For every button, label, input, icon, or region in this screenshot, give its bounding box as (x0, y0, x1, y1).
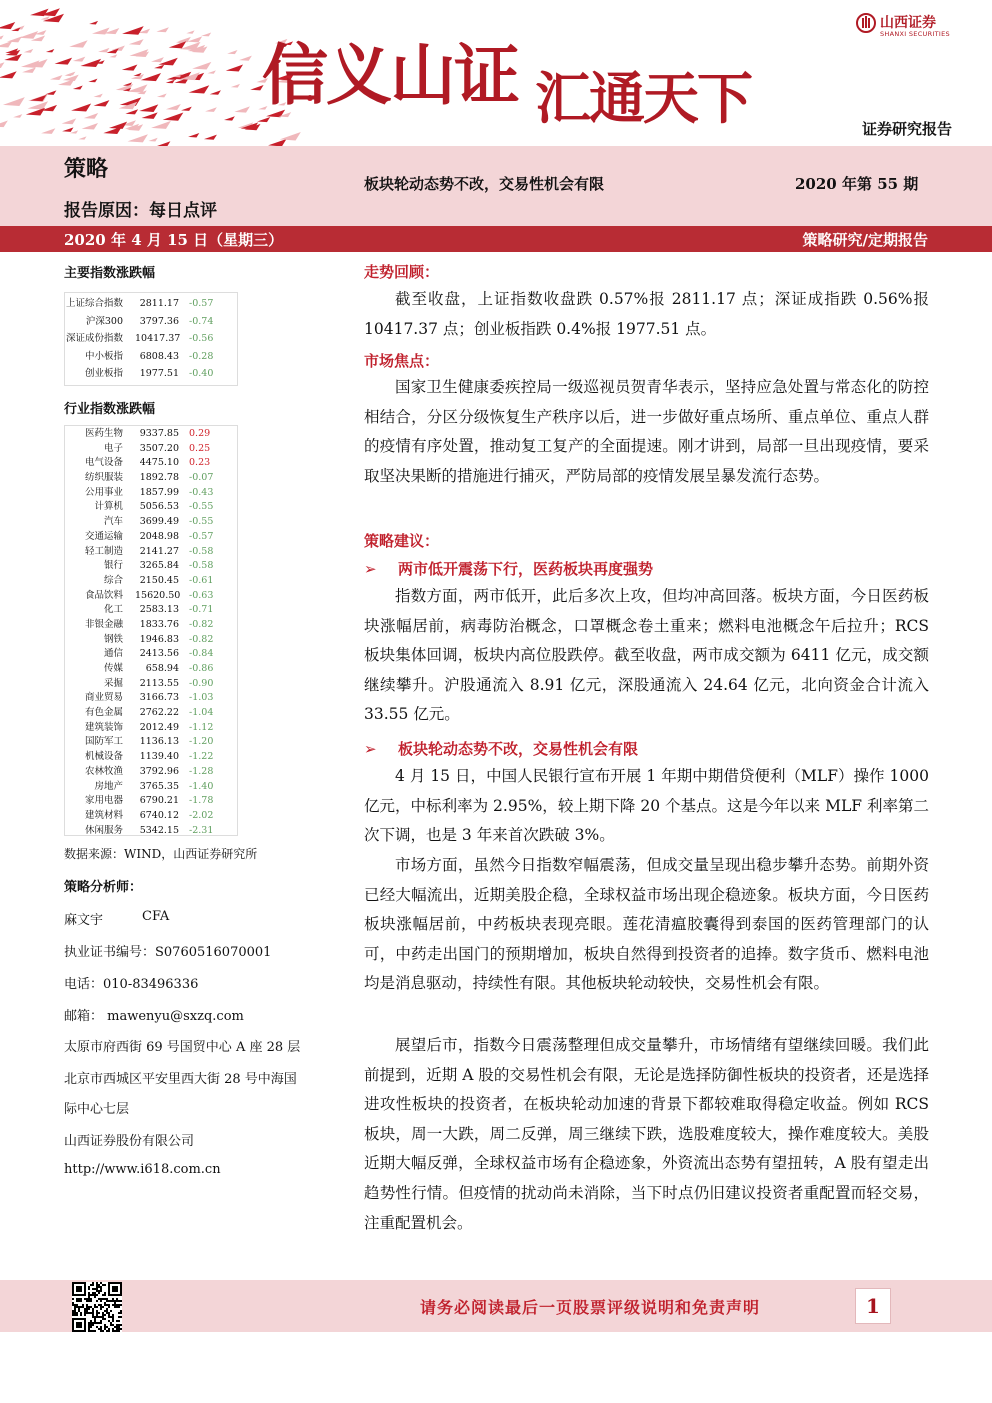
license-number: 执业证书编号：S0760516070001 (64, 945, 272, 960)
row-name: 交通运输 (84, 530, 123, 542)
arrow-decoration (0, 120, 8, 127)
arrow-decoration (0, 35, 4, 39)
arrow-decoration (142, 112, 158, 118)
slogan-right: 汇通天下 (535, 66, 751, 132)
row-value: 6740.12 (139, 809, 179, 821)
arrow-decoration (80, 59, 101, 67)
arrow-decoration (3, 97, 25, 106)
arrow-decoration (129, 39, 144, 45)
row-change: -0.56 (189, 333, 214, 345)
row-value: 1857.99 (139, 486, 179, 498)
arrow-decoration (50, 75, 62, 80)
arrow-decoration (73, 86, 83, 90)
row-name: 有色金属 (84, 707, 123, 719)
index-table-heading: 主要指数涨跌幅 (64, 266, 156, 281)
arrow-decoration (73, 57, 85, 62)
arrow-decoration (210, 90, 221, 94)
row-name: 医药生物 (84, 428, 123, 439)
industry-change-table (64, 425, 238, 836)
focus-heading: 市场焦点： (364, 352, 440, 370)
row-change: -2.31 (189, 824, 214, 836)
row-change: -2.02 (189, 809, 214, 821)
disclaimer-notice: 请务必阅读最后一页股票评级说明和免责声明 (420, 1298, 761, 1317)
row-name: 传媒 (103, 663, 123, 674)
arrow-decoration (205, 107, 217, 112)
row-change: -0.74 (189, 315, 214, 327)
arrow-decoration (64, 73, 73, 77)
row-change: -1.22 (189, 751, 214, 763)
arrow-decoration (116, 84, 133, 91)
row-name: 房地产 (94, 780, 123, 792)
bullet-market-trend (364, 558, 653, 579)
table-row (65, 313, 237, 331)
arrow-decoration (201, 32, 211, 36)
table-row (65, 515, 237, 530)
row-value: 5342.15 (139, 824, 179, 836)
arrow-decoration (71, 104, 91, 112)
arrow-decoration (88, 79, 97, 83)
row-change: -1.78 (189, 795, 214, 807)
row-value: 2413.56 (139, 648, 179, 660)
table-row (65, 589, 237, 604)
bullet-sector-rotation (364, 738, 638, 759)
index-change-table (64, 292, 238, 386)
table-row (65, 500, 237, 515)
row-change: -0.55 (189, 501, 214, 513)
row-change: -0.07 (189, 472, 214, 484)
company-name: 山西证券股份有限公司 (64, 1134, 195, 1149)
row-value: 2012.49 (139, 721, 179, 733)
address-beijing-line1: 北京市西城区平安里西大街 28 号中海国 (64, 1072, 297, 1087)
data-source: 数据来源：WIND，山西证券研究所 (64, 847, 258, 861)
arrow-decoration (24, 49, 33, 53)
arrow-decoration (148, 138, 157, 142)
arrow-decoration (187, 36, 202, 42)
table-row (65, 618, 237, 633)
row-name: 轻工制造 (84, 545, 123, 557)
arrow-decoration (151, 57, 164, 62)
row-value: 1136.13 (139, 736, 179, 748)
table-row (65, 633, 237, 648)
row-change: -0.71 (189, 604, 214, 616)
arrow-decoration (22, 67, 36, 73)
row-name: 公用事业 (84, 486, 123, 498)
row-change: -0.82 (189, 633, 214, 645)
row-name: 化工 (103, 604, 123, 616)
row-value: 2113.55 (139, 677, 179, 689)
arrow-decoration (163, 112, 184, 120)
row-value: 1139.40 (139, 751, 179, 763)
company-logo-icon (856, 12, 876, 34)
row-value: 3166.73 (139, 692, 179, 704)
table-row (65, 471, 237, 486)
table-row (65, 691, 237, 706)
row-value: 2141.27 (139, 545, 179, 557)
arrow-decoration (227, 50, 237, 54)
row-name: 商业贸易 (84, 692, 123, 704)
row-change: -1.04 (189, 707, 214, 719)
row-name: 建筑装饰 (84, 721, 123, 733)
row-change: -0.90 (189, 677, 214, 689)
company-url-link[interactable]: http://www.i618.com.cn (64, 1162, 221, 1177)
arrow-decoration (226, 65, 243, 72)
row-value: 3792.96 (139, 765, 179, 777)
table-row (65, 295, 237, 313)
arrow-decoration (109, 54, 117, 57)
row-change: -0.82 (189, 618, 214, 630)
row-name: 电气设备 (84, 457, 123, 469)
report-reason: 报告原因：每日点评 (64, 201, 217, 221)
arrow-decoration (166, 80, 175, 84)
row-name: 综合 (103, 574, 123, 586)
row-value: 1946.83 (139, 633, 179, 645)
row-name: 休闲服务 (84, 824, 123, 836)
arrow-decoration (0, 71, 17, 78)
report-kind: 证券研究报告 (862, 120, 953, 138)
row-name: 创业板指 (84, 368, 123, 380)
row-name: 食品饮料 (84, 589, 123, 601)
arrow-decoration (111, 45, 124, 50)
report-title: 板块轮动态势不改，交易性机会有限 (364, 175, 605, 193)
table-row (65, 574, 237, 589)
arrow-decoration (189, 85, 210, 93)
table-row (65, 765, 237, 780)
table-row (65, 809, 237, 824)
company-logo-subtitle: SHANXI SECURITIES (880, 30, 950, 38)
row-name: 通信 (103, 648, 123, 660)
row-change: -0.57 (189, 530, 214, 542)
arrow-decoration (11, 27, 20, 31)
report-date: 2020 年 4 月 15 日（星期三） (64, 231, 284, 249)
row-name: 农林牧渔 (84, 765, 123, 777)
row-value: 10417.37 (135, 333, 181, 345)
analyst-name: 麻文宇 (64, 913, 104, 928)
arrow-decoration (204, 135, 217, 140)
arrow-decoration (94, 94, 103, 98)
table-row (65, 330, 237, 348)
row-change: -0.58 (189, 560, 214, 572)
arrow-decoration (55, 58, 73, 65)
row-name: 钢铁 (103, 633, 123, 645)
arrow-decoration (154, 65, 164, 69)
market-trend-paragraph: 指数方面，两市低开，此后多次上攻，但均冲高回落。板块方面，今日医药板块涨幅居前，病毒防治概念，口罩概念卷土重来；燃料电池概念午后拉升；RCS 板块集体回调，板块内高位股跌停。截至收盘，两市成交额为 6411 亿元，成交额继续攀升。沪股通流入 8.91 亿元，深股通流入 24.64 亿元，北向资金合计流入 33.55 亿元。 (364, 587, 929, 724)
address-beijing-line2: 际中心七层 (64, 1102, 130, 1117)
table-row (65, 780, 237, 795)
arrow-decoration (280, 132, 301, 140)
row-value: 2150.45 (139, 574, 179, 586)
table-row (65, 647, 237, 662)
address-taiyuan: 太原市府西街 69 号国贸中心 A 座 28 层 (64, 1040, 301, 1055)
qr-code-icon (72, 1282, 122, 1332)
row-name: 上证综合指数 (65, 298, 123, 309)
arrow-decoration (128, 134, 148, 142)
table-row (65, 442, 237, 457)
arrow-decoration (98, 48, 109, 53)
row-name: 沪深300 (85, 315, 123, 327)
arrow-decoration (82, 123, 98, 130)
arrow-decoration (89, 21, 98, 25)
outlook-paragraph: 展望后市，指数今日震荡整理但成交量攀升，市场情绪有望继续回暖。我们此前提到，近期 A 股的交易性机会有限，无论是选择防御性板块的投资者，还是选择进攻性板块的投资者，在板块轮动加速的背景下都较难取得稳定收益。例如 RCS 板块，周一大跌，周二反弹，周三继续下跌，选股难度较大，操作难度较大。美股近期大幅反弹，全球权益市场有企稳迹象，外资流出态势有望扭转，A 股有望走出趋势性行情。但疫情的扰动尚未消除，当下时点仍旧建议投资者重配置而轻交易，注重配置机会。 (364, 1036, 929, 1232)
row-name: 家用电器 (84, 795, 123, 807)
row-value: 1977.51 (139, 368, 179, 380)
arrow-decoration (13, 114, 22, 118)
arrow-decoration (78, 136, 86, 139)
table-row (65, 677, 237, 692)
row-value: 2048.98 (139, 530, 179, 542)
row-change: -0.55 (189, 516, 214, 528)
mlf-paragraph: 4 月 15 日，中国人民银行宣布开展 1 年期中期借贷便利（MLF）操作 1000 亿元，中标利率为 2.95%，较上期下降 20 个基点。这是今年以来 MLF 利率第二次下调，也是 3 年来首次跌破 3%。 (364, 767, 929, 845)
row-value: 5056.53 (139, 501, 179, 513)
page-number: 1 (855, 1288, 891, 1324)
advice-heading: 策略建议： (364, 532, 440, 550)
row-name: 电子 (103, 442, 123, 454)
arrow-decoration (46, 49, 54, 52)
table-row (65, 721, 237, 736)
table-row (65, 545, 237, 560)
phone: 电话：010-83496336 (64, 977, 199, 992)
table-row (65, 603, 237, 618)
row-value: 6808.43 (139, 350, 179, 362)
row-name: 汽车 (103, 516, 123, 528)
row-value: 658.94 (145, 663, 179, 674)
arrow-decoration (84, 113, 98, 119)
row-change: -0.43 (189, 486, 214, 498)
analyst-cert: CFA (142, 909, 170, 924)
market-paragraph: 市场方面，虽然今日指数窄幅震荡，但成交量呈现出稳步攀升态势。前期外资已经大幅流出，近期美股企稳，全球权益市场出现企稳迹象。板块方面，今日医药板块涨幅居前，中药板块表现亮眼。莲花清瘟胶囊得到泰国的医药管理部门的认可，中药走出国门的预期增加，板块自然得到投资者的追捧。数字货币、燃料电池均是消息驱动，持续性有限。其他板块轮动较快，交易性机会有限。 (364, 856, 929, 993)
arrow-decoration (125, 109, 138, 114)
arrow-decoration (41, 128, 55, 134)
row-value: 2762.22 (139, 707, 179, 719)
arrow-decoration (69, 40, 87, 47)
row-change: -0.63 (189, 589, 214, 601)
row-change: -0.57 (189, 298, 214, 309)
table-row (65, 824, 237, 839)
report-topic: 策略 (64, 157, 109, 182)
arrow-decoration (166, 104, 181, 110)
arrow-decoration (188, 133, 199, 137)
row-value: 3797.36 (139, 315, 179, 327)
row-value: 15620.50 (135, 589, 181, 601)
table-row (65, 530, 237, 545)
arrow-decoration (234, 106, 250, 112)
review-paragraph: 截至收盘，上证指数收盘跌 0.57%报 2811.17 点；深证成指跌 0.56%报 10417.37 点；创业板指跌 0.4%报 1977.51 点。 (364, 290, 929, 338)
table-row (65, 750, 237, 765)
analyst-heading: 策略分析师： (64, 880, 143, 895)
arrow-decoration (156, 27, 169, 32)
row-change: -0.84 (189, 648, 214, 660)
arrow-decoration (62, 127, 73, 132)
table-row (65, 559, 237, 574)
arrow-decoration (122, 26, 144, 35)
row-value: 3507.20 (139, 442, 179, 454)
row-name: 非银金融 (84, 618, 123, 630)
industry-table-heading: 行业指数涨跌幅 (64, 402, 156, 417)
row-name: 采掘 (103, 677, 123, 689)
slogan-left: 信义山证 (262, 36, 518, 114)
arrow-decoration (139, 104, 158, 112)
row-value: 3765.35 (139, 780, 179, 792)
email[interactable]: 邮箱： mawenyu@sxzq.com (64, 1009, 244, 1024)
arrow-decoration (257, 117, 270, 122)
table-row (65, 662, 237, 677)
row-change: 0.23 (189, 457, 211, 469)
arrow-decoration (181, 107, 192, 111)
bullet-market-trend-text: 两市低开震荡下行，医药板块再度强势 (398, 560, 654, 578)
row-name: 建筑材料 (84, 809, 123, 821)
row-name: 计算机 (94, 501, 123, 513)
row-change: -1.12 (189, 721, 214, 733)
arrow-decoration (0, 62, 4, 68)
row-value: 1892.78 (139, 472, 179, 484)
table-row (65, 706, 237, 721)
bullet-arrow-icon: ➢ (364, 740, 377, 758)
arrow-decoration (192, 62, 211, 70)
row-name: 中小板指 (84, 350, 123, 362)
table-row (65, 794, 237, 809)
row-name: 纺织服装 (84, 472, 123, 484)
bullet-arrow-icon: ➢ (364, 560, 377, 578)
row-change: -0.61 (189, 574, 214, 586)
row-change: -0.28 (189, 350, 214, 362)
arrow-decoration (231, 84, 240, 88)
table-row (65, 365, 237, 383)
arrow-decoration (7, 36, 22, 42)
arrow-decoration (0, 22, 15, 29)
row-change: -0.40 (189, 368, 214, 380)
table-row (65, 348, 237, 366)
row-name: 国防军工 (84, 736, 123, 748)
arrow-decoration (207, 70, 215, 73)
row-name: 机械设备 (84, 751, 123, 763)
row-value: 4475.10 (139, 457, 179, 469)
row-change: -1.40 (189, 780, 214, 792)
row-change: 0.29 (189, 428, 211, 439)
arrow-decoration (224, 116, 235, 120)
row-name: 银行 (103, 560, 123, 572)
row-change: 0.25 (189, 442, 211, 454)
table-row (65, 735, 237, 750)
arrow-decoration (94, 100, 110, 106)
table-row (65, 427, 237, 442)
arrow-decoration (239, 56, 252, 61)
row-change: -0.58 (189, 545, 214, 557)
arrow-decoration (28, 101, 49, 109)
row-change: -1.03 (189, 692, 214, 704)
review-heading: 走势回顾： (364, 263, 440, 281)
report-category: 策略研究/定期报告 (802, 231, 928, 249)
arrow-decoration (122, 64, 138, 70)
row-value: 2811.17 (139, 298, 179, 309)
table-row (65, 456, 237, 471)
focus-paragraph: 国家卫生健康委疾控局一级巡视员贺青华表示，坚持应急处置与常态化的防控相结合，分区分级恢复生产秩序以后，进一步做好重点场所、重点单位、重点人群的疫情有序处置，推动复工复产的全面提速。刚才讲到，局部一旦出现疫情，要采取坚决果断的措施进行捕灭，严防局部的疫情发展呈暴发流行态势。 (364, 378, 929, 485)
row-value: 1833.76 (139, 618, 179, 630)
bullet-sector-rotation-text: 板块轮动态势不改，交易性机会有限 (398, 740, 639, 758)
row-value: 3699.49 (139, 516, 179, 528)
row-value: 3265.84 (139, 560, 179, 572)
row-change: -1.20 (189, 736, 214, 748)
row-value: 6790.21 (139, 795, 179, 807)
arrow-decoration (45, 90, 56, 95)
arrow-decoration (186, 30, 194, 33)
arrow-decoration (109, 122, 127, 129)
row-name: 深证成份指数 (65, 333, 123, 345)
row-change: -1.28 (189, 765, 214, 777)
row-value: 2583.13 (139, 604, 179, 616)
arrow-decoration (62, 118, 77, 124)
row-value: 9337.85 (139, 428, 179, 439)
table-row (65, 486, 237, 501)
arrow-decoration (157, 93, 167, 97)
arrow-decoration (169, 41, 187, 48)
row-change: -0.86 (189, 663, 214, 674)
company-logo-name: 山西证券 (880, 15, 936, 31)
arrow-decoration (19, 31, 38, 39)
issue-number: 2020 年第 55 期 (795, 175, 919, 193)
arrow-decoration (151, 121, 171, 129)
